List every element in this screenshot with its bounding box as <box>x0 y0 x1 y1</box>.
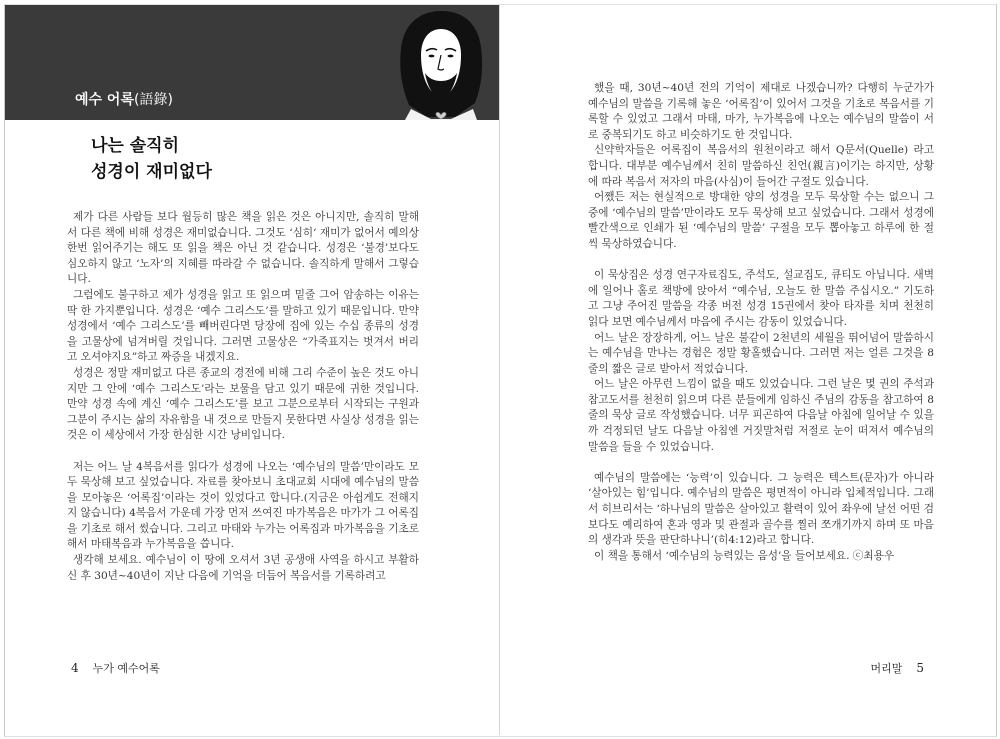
page-number: 5 <box>916 661 924 675</box>
page-number: 4 <box>71 661 79 675</box>
paragraph: 제가 다른 사람들 보다 월등히 많은 책을 읽은 것은 아니지만, 솔직히 말해서 다른 책에 비해 성경은 재미없습니다. 그것도 ‘심히’ 재미가 없어서 예의상 한번 읽어주기는 해도 또 읽을 책은 아닌 것 같습니다. 성경은 ‘불경’보다도 심오하지 않고 ‘노자’의 지혜를 따라갈 수 없습니다. 솔직하게 말해서 그렇습니다. <box>67 211 419 286</box>
section-label-hanja: (語錄) <box>133 92 173 108</box>
left-page <box>4 4 501 737</box>
title-line: 성경이 재미없다 <box>91 162 212 182</box>
paragraph: 어쨌든 저는 현실적으로 방대한 양의 성경을 모두 묵상할 수는 없으니 그중에 ‘예수님의 말씀’만이라도 모두 묵상해 보고 싶었습니다. 그래서 성경에 빨간색으로 인쇄가 된 ‘예수님의 말씀’ 구절을 모두 뽑아놓고 하루에 한 절씩 묵상하였습니다. <box>588 191 934 250</box>
paragraph: 그럼에도 불구하고 제가 성경을 읽고 또 읽으며 밑줄 그어 암송하는 이유는 딱 한 가지뿐입니다. 성경은 ‘예수 그리스도’를 말하고 있기 때문입니다. 만약 성경에서 ‘예수 그리스도’를 빼버린다면 당장에 집에 있는 수십 종류의 성경을 고물상에 넘겨버릴 것입니다. 그러면 고물상은 “가죽표지는 벗겨서 버리고 오셔야지요”하고 짜증을 내겠지요. <box>67 288 419 364</box>
left-folio <box>71 660 160 676</box>
left-body-text <box>67 210 419 584</box>
running-title: 머리말 <box>870 662 903 675</box>
paragraph: 했을 때, 30년~40년 전의 기억이 제대로 나겠습니까? 다행히 누군가가 예수님의 말씀을 기록해 놓은 ‘어록집’이 있어서 그것을 기초로 복음서를 기록할 수 있었고 그래서 마태, 마가, 누가복음에 나오는 예수님의 말씀이 서로 중복되기도 하고 비슷하기도 한 것입니다. <box>588 82 934 141</box>
page-title <box>91 133 212 185</box>
right-body-text <box>588 81 934 564</box>
paragraph: 이 묵상집은 성경 연구자료집도, 주석도, 설교집도, 큐티도 아닙니다. 새벽에 일어나 홀로 책방에 앉아서 “예수님, 오늘도 한 말씀 주십시오.” 기도하고 그냥 주어진 말씀을 각종 버전 성경 15권에서 찾아 타자를 치며 천천히 읽다 보면 예수님께서 마음에 주시는 감동이 있었습니다. <box>588 269 934 328</box>
header-band <box>5 5 501 120</box>
right-folio <box>870 660 924 676</box>
portrait-illustration <box>381 5 501 120</box>
section-label <box>75 89 173 109</box>
running-title: 누가 예수어록 <box>92 662 160 675</box>
paragraph: 생각해 보세요. 예수님이 이 땅에 오셔서 3년 공생애 사역을 하시고 부활하신 후 30년~40년이 지난 다음에 기억을 더듬어 복음서를 기록하려고 <box>67 554 419 582</box>
paragraph: 신약학자들은 어록집이 복음서의 원천이라고 해서 Q문서(Quelle) 라고 합니다. 대부분 예수님께서 친히 말씀하신 친언(親言)이기는 하지만, 상황에 따라 복음서 저자의 마음(사심)이 들어간 구절도 있습니다. <box>588 144 934 188</box>
section-label-text: 예수 어록 <box>75 92 134 108</box>
paragraph: 저는 어느 날 4복음서를 읽다가 성경에 나오는 ‘예수님의 말씀’만이라도 모두 묵상해 보고 싶었습니다. 자료를 찾아보니 초대교회 시대에 예수님의 말씀을 모아놓은 ‘어록집’이라는 것이 있었다고 합니다.(지금은 아쉽게도 전해지지 않습니다) 4복음서 가운데 가장 먼저 쓰여진 마가복음은 마가가 그 어록집을 기초로 해서 썼습니다. 그리고 마태와 누가는 어록집과 마가복음을 기초로 해서 마태복음과 누가복음을 씁니다. <box>67 460 419 551</box>
paragraph: 예수님의 말씀에는 ‘능력’이 있습니다. 그 능력은 텍스트(문자)가 아니라 ‘살아있는 힘’입니다. 예수님의 말씀은 평면적이 아니라 입체적입니다. 그래서 히브리서는 ‘하나님의 말씀은 살아있고 활력이 있어 좌우에 날선 어떤 검보다도 예리하여 혼과 영과 및 관절과 골수를 찔러 쪼개기까지 하며 또 마음의 생각과 뜻을 판단하나니’(히4:12)라고 합니다. <box>588 471 934 547</box>
paragraph: 어느 날은 아무런 느낌이 없을 때도 있었습니다. 그런 날은 몇 권의 주석과 참고도서를 천천히 읽으며 다른 분들에게 임하신 주님의 감동을 참고하여 8줄의 묵상 글로 작성했습니다. 너무 피곤하여 다음날 아침에 일어날 수 있을까 걱정되던 날도 다음날 아침엔 거짓말처럼 저절로 눈이 떠져서 예수님의 말씀을 들을 수 있었습니다. <box>588 378 934 453</box>
title-line: 나는 솔직히 <box>91 136 180 156</box>
paragraph: 이 책을 통해서 ‘예수님의 능력있는 음성’을 들어보세요. ⓒ최용우 <box>594 549 895 562</box>
right-page <box>500 4 997 737</box>
paragraph: 성경은 정말 재미없고 다른 종교의 경전에 비해 그리 수준이 높은 것도 아니지만 그 안에 ‘예수 그리스도’라는 보물을 담고 있기 때문에 귀한 것입니다. 만약 성경 속에 계신 ‘예수 그리스도’를 보고 그분으로부터 시작되는 구원과 그분이 주시는 삶의 자유함을 내 것으로 만들지 못한다면 사실상 성경을 읽는 것은 이 세상에서 가장 한심한 시간 낭비입니다. <box>67 366 419 442</box>
paragraph: 어느 날은 장장하게, 어느 날은 불같이 2천년의 세월을 뛰어넘어 말씀하시는 예수님을 만나는 경험은 정말 황홀했습니다. 그러면 저는 얼른 그것을 8줄의 짧은 글로 받아서 적었습니다. <box>588 331 934 375</box>
